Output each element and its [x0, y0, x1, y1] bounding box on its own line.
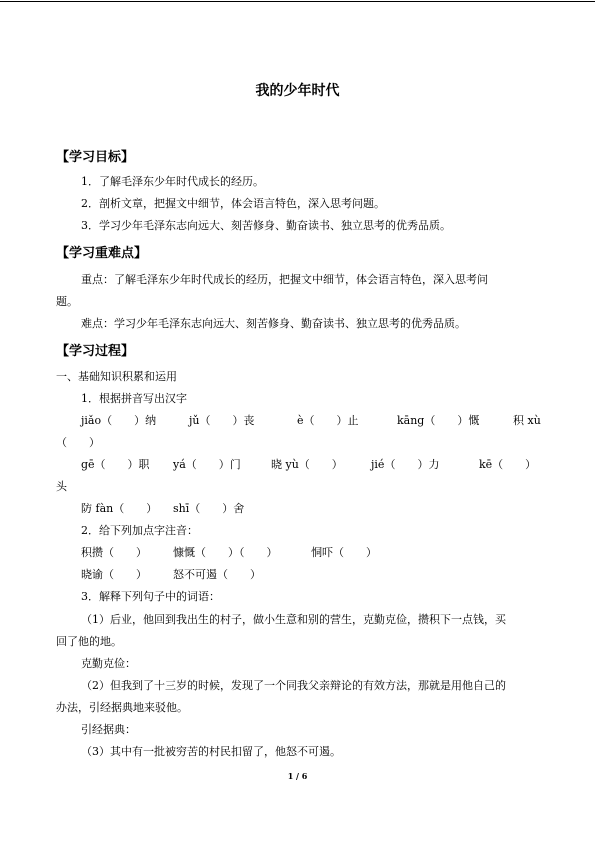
sentence-text: （3）其中有一批被穷苦的村民扣留了，他怒不可遏。	[81, 745, 341, 758]
part-heading: 一、基础知识积累和运用	[56, 370, 177, 383]
term-label: 引经据典：	[81, 723, 136, 736]
pinyin-continuation: （ ）	[56, 436, 100, 449]
goal-item: 2．剖析文章，把握文中细节，体会语言特色，深入思考问题。	[81, 197, 385, 210]
sentence-text: （1）后业，他回到我出生的村子，做小生意和别的营生，克勤克俭，攒积下一点钱，买	[81, 613, 506, 626]
page-title: 我的少年时代	[255, 83, 340, 99]
question-1: 1．根据拼音写出汉字	[81, 392, 187, 405]
section-heading-goals: 【学习目标】	[56, 150, 135, 165]
pinyin-item: jǔ（ ）丧	[189, 414, 255, 427]
pinyin-item: 积 xù	[513, 414, 541, 427]
pinyin-item: 晓 yù（ ）	[271, 458, 343, 471]
pinyin-item: jié（ ）力	[371, 458, 440, 471]
pinyin-item: è（ ）止	[297, 414, 359, 427]
page-number: 1 / 6	[287, 771, 308, 781]
pinyin-item: yá（ ）门	[173, 458, 241, 471]
question-2: 2．给下列加点字注音：	[81, 524, 198, 537]
sentence-text: （2）但我到了十三岁的时候，发现了一个同我父亲辩论的有效方法，那就是用他自己的	[81, 679, 506, 692]
pinyin-item: jiǎo（ ）纳	[81, 414, 157, 427]
pinyin-item: shī（ ）舍	[173, 502, 245, 515]
phonetic-item: 慷慨（ ）（ ）	[173, 546, 278, 559]
key-point-text: 重点：了解毛泽东少年时代成长的经历，把握文中细节，体会语言特色，深入思考问	[81, 273, 488, 286]
question-3: 3．解释下列句子中的词语：	[81, 590, 220, 603]
goal-item: 1．了解毛泽东少年时代成长的经历。	[81, 175, 264, 188]
sentence-text: 办法，引经据典地来驳他。	[56, 701, 188, 714]
term-label: 克勤克俭：	[81, 657, 136, 670]
top-rule	[0, 1, 595, 2]
pinyin-item: 防 fàn（ ）	[81, 502, 158, 515]
key-point-text: 题。	[56, 295, 78, 308]
phonetic-item: 恫吓（ ）	[311, 546, 377, 559]
difficulty-text: 难点：学习少年毛泽东志向远大、刻苦修身、勤奋读书、独立思考的优秀品质。	[81, 317, 466, 330]
sentence-text: 回了他的地。	[56, 635, 122, 648]
pinyin-continuation: 头	[56, 480, 67, 493]
phonetic-item: 积攒（ ）	[81, 546, 147, 559]
pinyin-item: kē（ ）	[479, 458, 537, 471]
pinyin-item: gē（ ）职	[81, 458, 150, 471]
phonetic-item: 晓谕（ ）	[81, 568, 147, 581]
goal-item: 3．学习少年毛泽东志向远大、刻苦修身、勤奋读书、独立思考的优秀品质。	[81, 219, 451, 232]
section-heading-process: 【学习过程】	[56, 344, 135, 359]
pinyin-item: kāng（ ）慨	[397, 414, 480, 427]
section-heading-key: 【学习重难点】	[56, 246, 148, 261]
phonetic-item: 怒不可遏（ ）	[173, 568, 261, 581]
